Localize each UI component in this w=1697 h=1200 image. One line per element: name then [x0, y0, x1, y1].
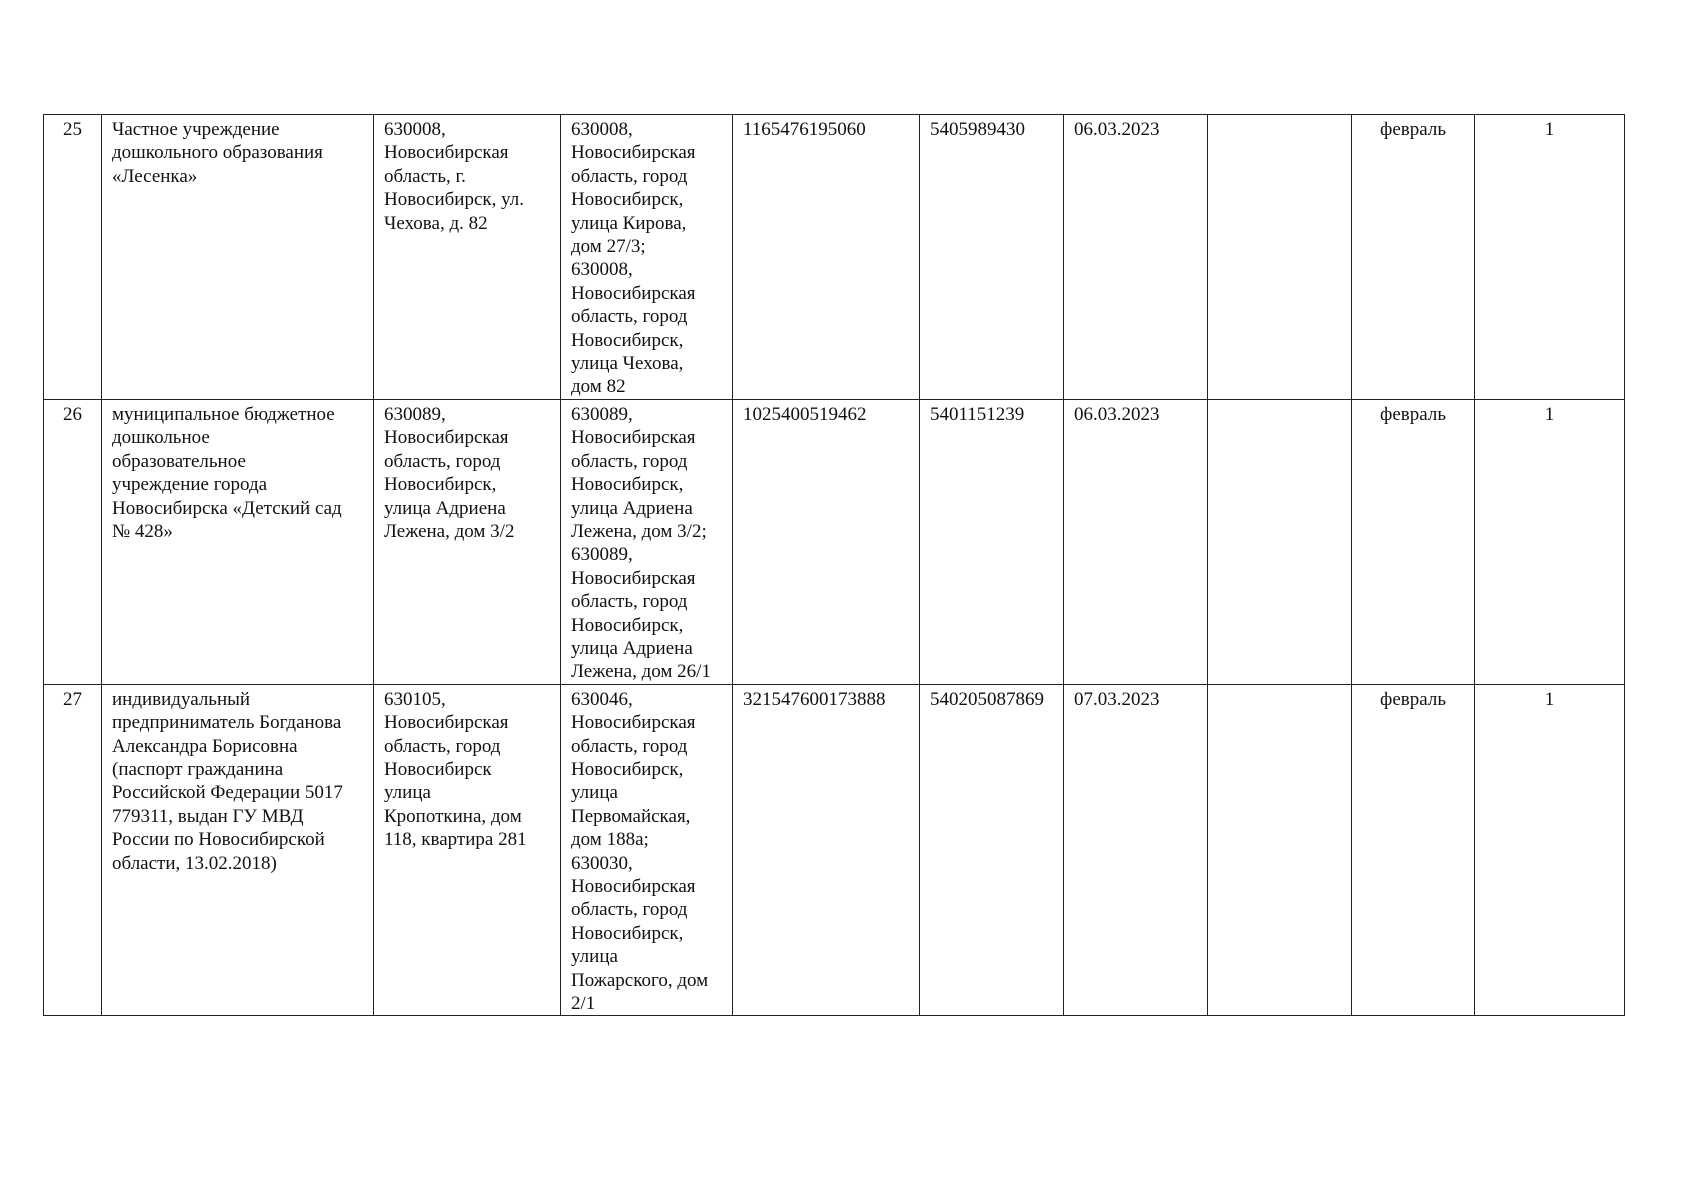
- empty-cell: [1208, 399, 1352, 684]
- count: 1: [1544, 119, 1555, 140]
- activity-address-cell: [561, 399, 733, 684]
- ogrn-cell: [733, 399, 920, 684]
- register-table: [43, 114, 1625, 1016]
- inn-cell: [920, 115, 1064, 400]
- period-cell: [1352, 399, 1475, 684]
- organization-name: Частное учреждение дошкольного образования «Лесенка»: [112, 119, 323, 187]
- organization-name-cell: [102, 684, 374, 1016]
- row-number: 25: [63, 119, 82, 140]
- date: 06.03.2023: [1074, 403, 1160, 425]
- row-number: 26: [63, 403, 82, 425]
- count: 1: [1544, 403, 1555, 425]
- legal-address: 630008, Новосибирская область, г. Новосибирск, ул. Чехова, д. 82: [384, 119, 525, 234]
- inn: 5405989430: [930, 119, 1025, 140]
- activity-address-cell: [561, 684, 733, 1016]
- count-cell: [1475, 399, 1625, 684]
- count-cell: [1475, 684, 1625, 1016]
- row-number: 27: [63, 688, 82, 710]
- activity-address: 630089, Новосибирская область, город Новосибирск, улица Адриена Лежена, дом 3/2; 630089, Новосибирская область, город Новосибирск, улица Адриена Лежена, дом 26/1: [571, 403, 711, 683]
- date: 06.03.2023: [1074, 119, 1160, 140]
- inn: 5401151239: [930, 403, 1025, 425]
- count: 1: [1544, 688, 1555, 710]
- organization-name-cell: [102, 115, 374, 400]
- organization-name-cell: [102, 399, 374, 684]
- organization-name: индивидуальный предприниматель Богданова Александра Борисовна (паспорт гражданина Российской Федерации 5017 779311, выдан ГУ МВД России по Новосибирской области, 13.02.2018): [112, 688, 343, 874]
- activity-address: 630008, Новосибирская область, город Новосибирск, улица Кирова, дом 27/3; 630008, Новосибирская область, город Новосибирск, улица Чехова, дом 82: [571, 119, 696, 398]
- legal-address-cell: [374, 684, 561, 1016]
- legal-address-cell: [374, 115, 561, 400]
- period: февраль: [1380, 688, 1446, 710]
- empty-cell: [1208, 115, 1352, 400]
- period-cell: [1352, 684, 1475, 1016]
- row-number-cell: [44, 399, 102, 684]
- row-number-cell: [44, 684, 102, 1016]
- legal-address: 630089, Новосибирская область, город Новосибирск, улица Адриена Лежена, дом 3/2: [384, 403, 515, 542]
- ogrn-cell: [733, 684, 920, 1016]
- inn-cell: [920, 399, 1064, 684]
- date: 07.03.2023: [1074, 688, 1160, 710]
- legal-address: 630105, Новосибирская область, город Новосибирск улица Кропоткина, дом 118, квартира 281: [384, 688, 527, 851]
- empty-cell: [1208, 684, 1352, 1016]
- period: февраль: [1380, 403, 1446, 425]
- activity-address-cell: [561, 115, 733, 400]
- count-cell: [1475, 115, 1625, 400]
- legal-address-cell: [374, 399, 561, 684]
- table-row: [44, 684, 1625, 1016]
- date-cell: [1064, 115, 1208, 400]
- table-row: [44, 399, 1625, 684]
- table-row: [44, 115, 1625, 400]
- ogrn: 1165476195060: [743, 119, 866, 140]
- ogrn: 321547600173888: [743, 688, 886, 710]
- date-cell: [1064, 684, 1208, 1016]
- activity-address: 630046, Новосибирская область, город Новосибирск, улица Первомайская, дом 188а; 630030, Новосибирская область, город Новосибирск, улица Пожарского, дом 2/1: [571, 688, 709, 1015]
- inn-cell: [920, 684, 1064, 1016]
- ogrn: 1025400519462: [743, 403, 867, 425]
- row-number-cell: [44, 115, 102, 400]
- period-cell: [1352, 115, 1475, 400]
- inn: 540205087869: [930, 688, 1044, 710]
- date-cell: [1064, 399, 1208, 684]
- ogrn-cell: [733, 115, 920, 400]
- organization-name: муниципальное бюджетное дошкольное образовательное учреждение города Новосибирска «Детский сад № 428»: [112, 403, 342, 542]
- period: февраль: [1380, 119, 1446, 140]
